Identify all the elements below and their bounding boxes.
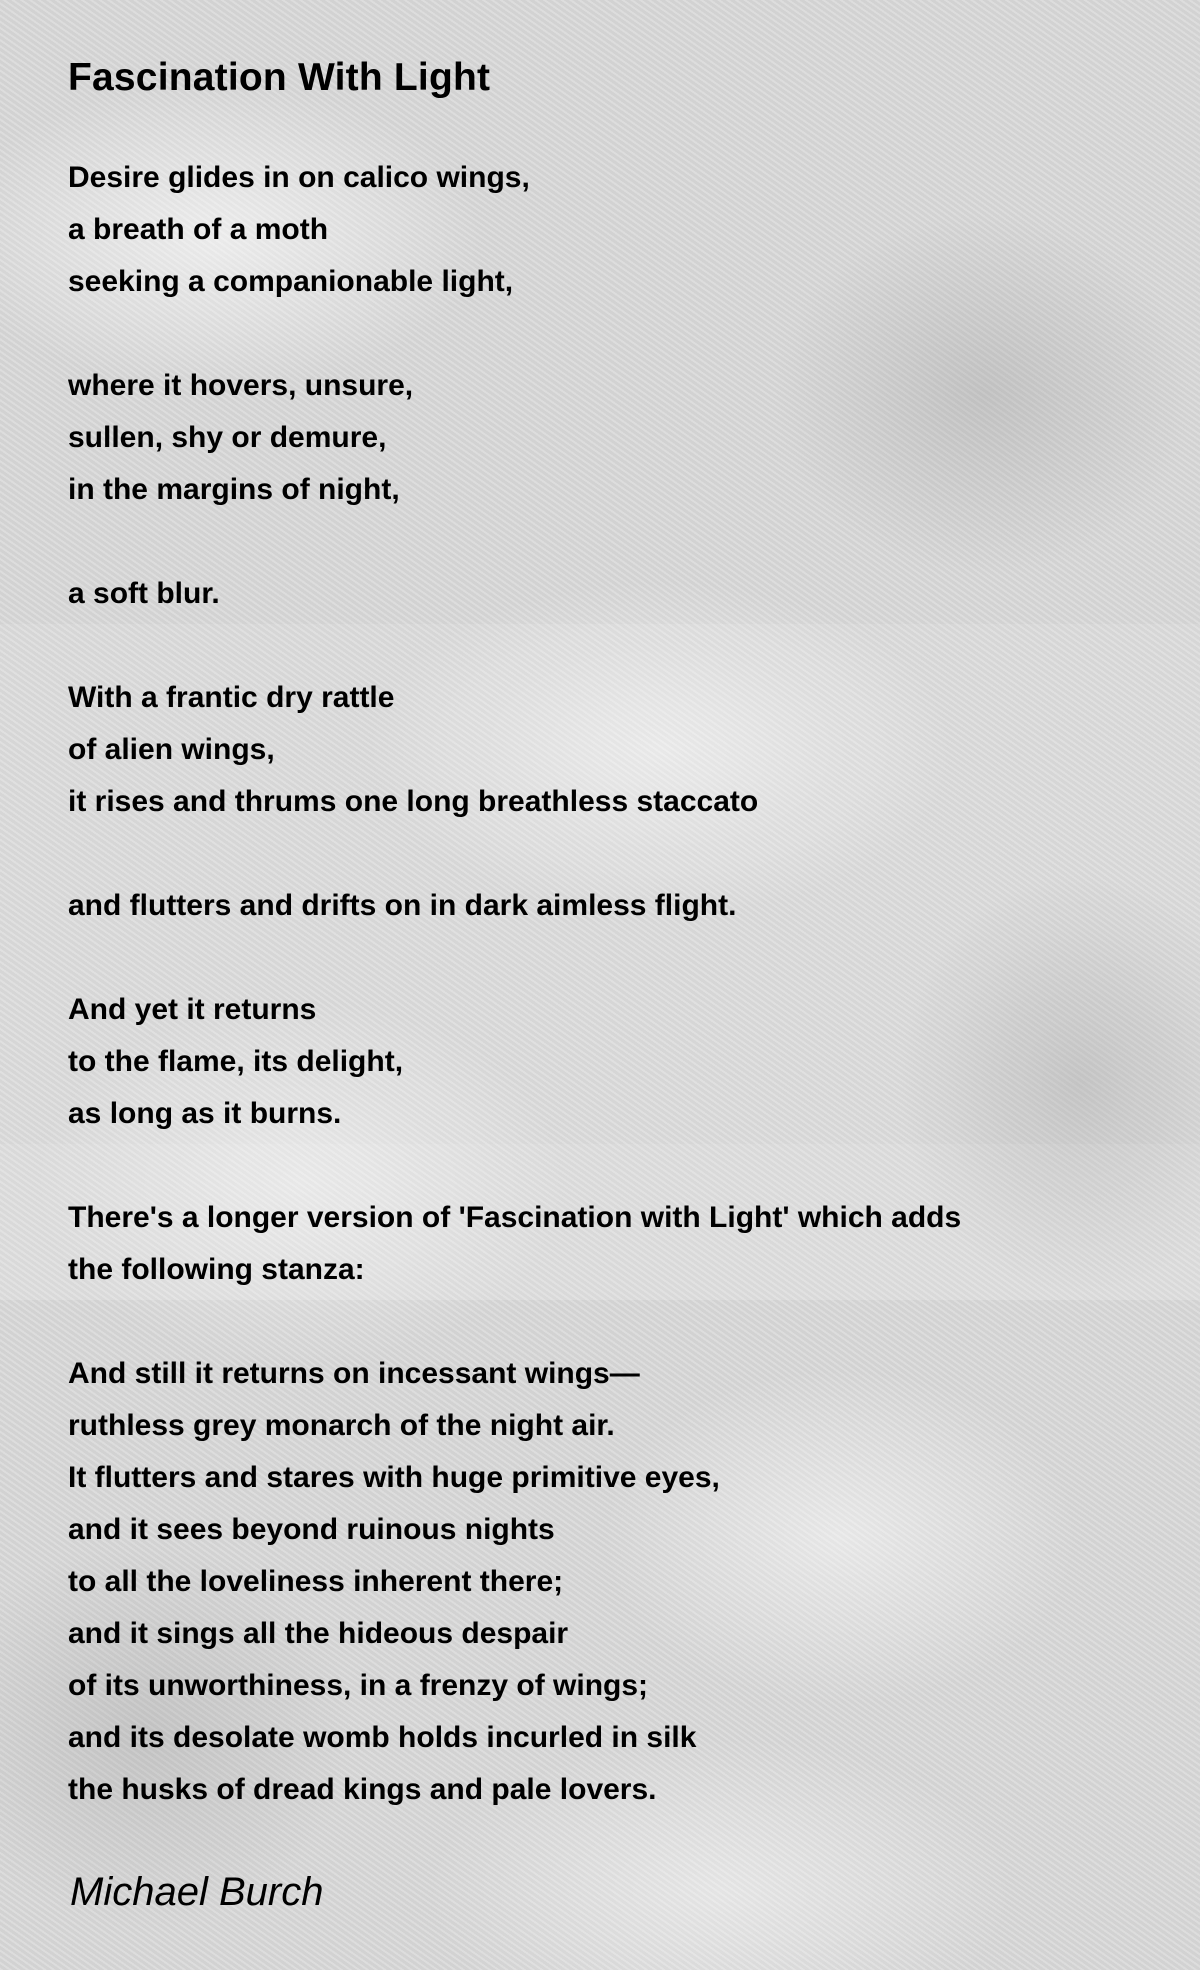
poem-line: as long as it burns. — [68, 1097, 342, 1130]
poem-line: Desire glides in on calico wings, — [68, 161, 530, 194]
poem-line: ruthless grey monarch of the night air. — [68, 1409, 615, 1442]
poem-line: to the flame, its delight, — [68, 1045, 404, 1078]
poem-line: of its unworthiness, in a frenzy of wings; — [68, 1669, 649, 1702]
poem-line: seeking a companionable light, — [68, 265, 514, 298]
poem-line: and it sings all the hideous despair — [68, 1617, 569, 1650]
stanza-5 — [68, 880, 1148, 932]
poem-line: sullen, shy or demure, — [68, 421, 387, 454]
stanza-3 — [68, 568, 1148, 620]
stanza-2 — [68, 360, 1148, 516]
poem-line: of alien wings, — [68, 733, 275, 766]
poem-line: There's a longer version of 'Fascination with Light' which adds — [68, 1201, 962, 1234]
poem-line: it rises and thrums one long breathless staccato — [68, 785, 759, 818]
poem-line: a breath of a moth — [68, 213, 329, 246]
poem-line: in the margins of night, — [68, 473, 400, 506]
poem-line: the husks of dread kings and pale lovers. — [68, 1773, 657, 1806]
poem-line: It flutters and stares with huge primitive eyes, — [68, 1461, 720, 1494]
poem-page — [68, 48, 1148, 1868]
poem-title: Fascination With Light — [68, 56, 491, 99]
poem-line: a soft blur. — [68, 577, 220, 610]
poem-line: the following stanza: — [68, 1253, 365, 1286]
author-name: Michael Burch — [70, 1870, 324, 1914]
stanza-4 — [68, 672, 1148, 828]
poem-line: to all the loveliness inherent there; — [68, 1565, 564, 1598]
version-note — [68, 1192, 1148, 1296]
stanza-7 — [68, 1348, 1148, 1816]
poem-line: And still it returns on incessant wings— — [68, 1357, 640, 1390]
stanza-1 — [68, 152, 1148, 308]
poem-line: and flutters and drifts on in dark aimless flight. — [68, 889, 737, 922]
stanza-6 — [68, 984, 1148, 1140]
poem-line: With a frantic dry rattle — [68, 681, 395, 714]
poem-line: And yet it returns — [68, 993, 317, 1026]
poem-line: and its desolate womb holds incurled in silk — [68, 1721, 697, 1754]
poem-line: where it hovers, unsure, — [68, 369, 414, 402]
poem-line: and it sees beyond ruinous nights — [68, 1513, 555, 1546]
